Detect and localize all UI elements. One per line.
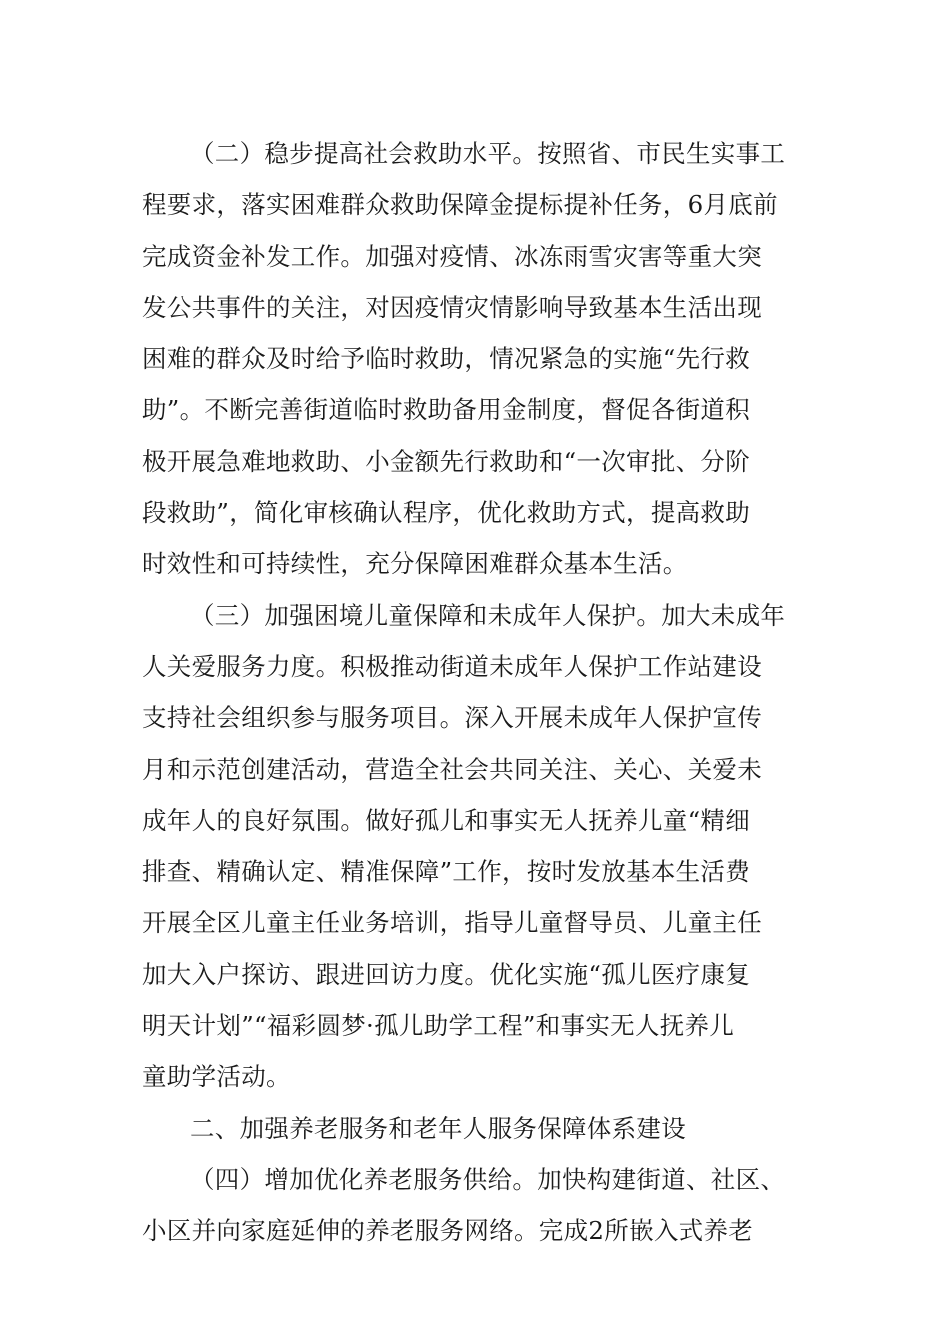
paragraph-line: 小区并向家庭延伸的养老服务网络。完成2所嵌入式养老 xyxy=(142,1216,754,1246)
paragraph-line: 极开展急难地救助、小金额先行救助和“一次审批、分阶 xyxy=(142,446,751,476)
paragraph-line: 人关爱服务力度。积极推动街道未成年人保护工作站建设 xyxy=(142,651,762,681)
paragraph-line: 程要求，落实困难群众救助保障金提标提补任务，6月底前 xyxy=(142,190,778,220)
paragraph-line: （二）稳步提高社会救助水平。按照省、市民生实事工 xyxy=(190,139,786,168)
section-heading: 二、加强养老服务和老年人服务保障体系建设 xyxy=(190,1113,686,1143)
paragraph-line: （三）加强困境儿童保障和未成年人保护。加大未成年 xyxy=(190,600,786,630)
paragraph-line: 完成资金补发工作。加强对疫情、冰冻雨雪灾害等重大突 xyxy=(142,241,762,271)
paragraph-line: 助”。不断完善街道临时救助备用金制度，督促各街道积 xyxy=(142,395,751,425)
paragraph-line: 发公共事件的关注，对因疫情灾情影响导致基本生活出现 xyxy=(142,292,762,322)
paragraph-line: 段救助”，简化审核确认程序，优化救助方式，提高救助 xyxy=(142,498,751,528)
paragraph-line: 成年人的良好氛围。做好孤儿和事实无人抚养儿童“精细 xyxy=(142,805,751,835)
paragraph-line: 排查、精确认定、精准保障”工作，按时发放基本生活费 xyxy=(142,857,751,887)
paragraph-line: 时效性和可持续性，充分保障困难群众基本生活。 xyxy=(142,549,688,579)
paragraph-line: 支持社会组织参与服务项目。深入开展未成年人保护宣传 xyxy=(142,703,762,733)
paragraph-line: 童助学活动。 xyxy=(142,1062,291,1092)
paragraph-line: 月和示范创建活动，营造全社会共同关注、关心、关爱未 xyxy=(142,754,762,784)
paragraph-line: 困难的群众及时给予临时救助，情况紧急的实施“先行救 xyxy=(142,344,751,374)
document-body xyxy=(142,128,812,1257)
paragraph-line: （四）增加优化养老服务供给。加快构建街道、社区、 xyxy=(190,1164,786,1194)
paragraph-line: 加大入户探访、跟进回访力度。优化实施“孤儿医疗康复 xyxy=(142,959,751,989)
paragraph-line: 明天计划”“福彩圆梦·孤儿助学工程”和事实无人抚养儿 xyxy=(142,1011,735,1041)
paragraph-line: 开展全区儿童主任业务培训，指导儿童督导员、儿童主任 xyxy=(142,908,762,938)
